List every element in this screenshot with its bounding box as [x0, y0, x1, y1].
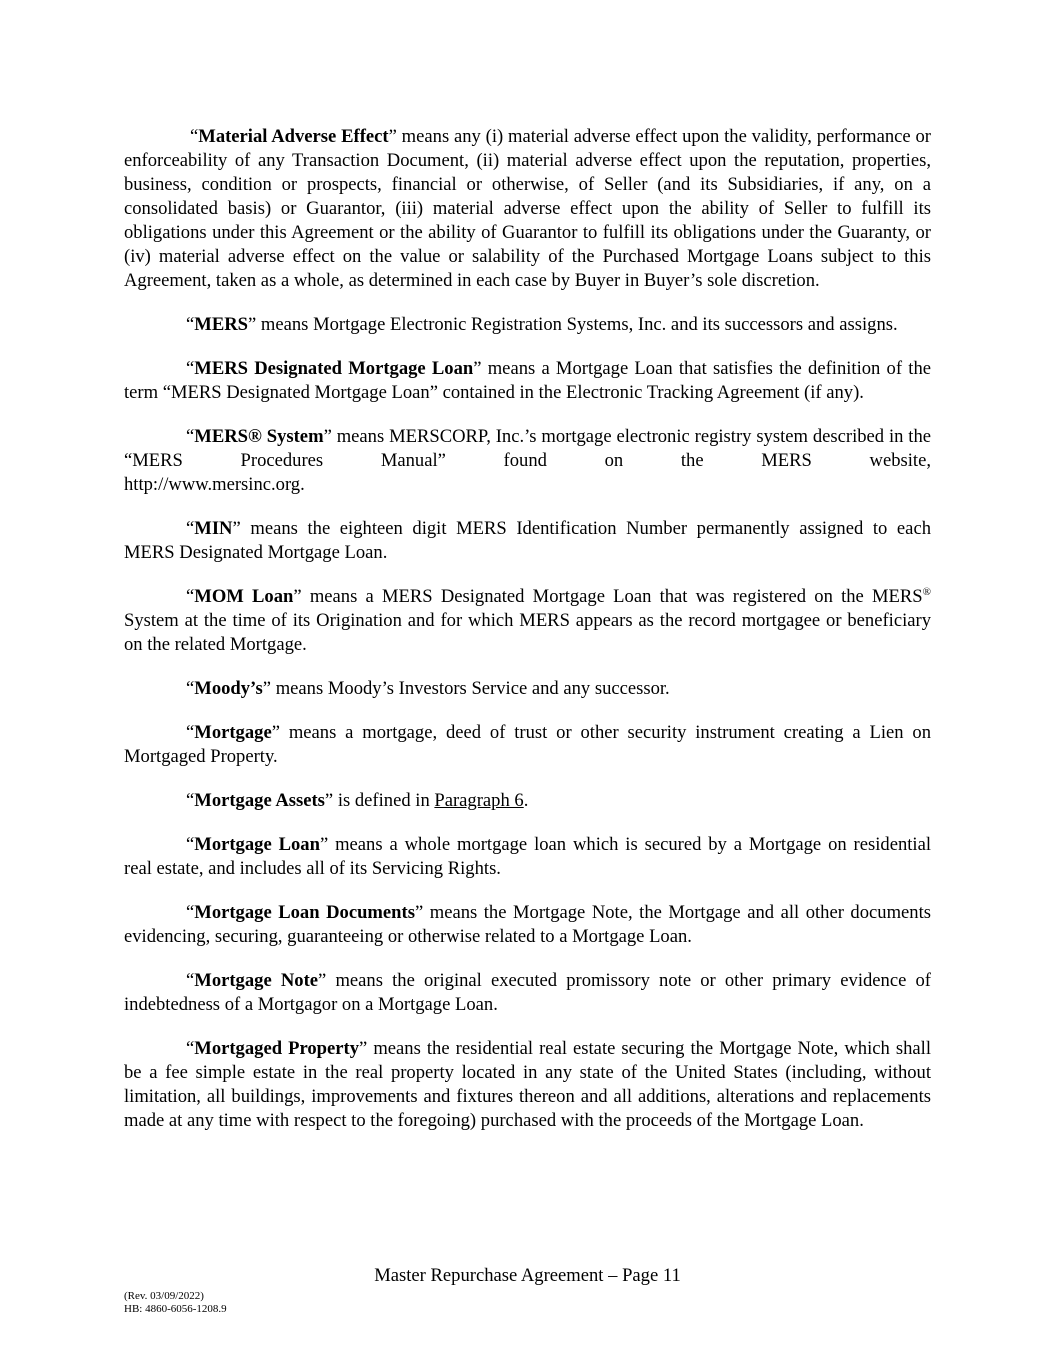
definition-text-end: . — [523, 790, 529, 811]
defined-term: Mortgaged Property — [194, 1038, 359, 1059]
defined-term: Material Adverse Effect — [198, 126, 389, 147]
defined-term: MOM Loan — [194, 586, 294, 607]
definition-mortgage-note: “Mortgage Note” means the original executed promissory note or other primary evidence of indebtedness of a Mortgagor on a Mortgage Loan. — [124, 970, 931, 1015]
definition-text: means the Mortgage Note, the Mortgage and all other documents evidencing, securing, guaranteeing or otherwise related to a Mortgage Loan. — [124, 902, 931, 947]
defined-term: MIN — [194, 518, 233, 539]
defined-term: MERS® System — [194, 426, 324, 447]
defined-term: Mortgage Loan — [194, 834, 320, 855]
mers-website-url: http://www.mersinc.org. — [124, 474, 305, 495]
definitions-list — [124, 125, 931, 1153]
definition-moodys: “Moody’s” means Moody’s Investors Service and any successor. — [186, 678, 670, 699]
registered-mark: ® — [922, 585, 931, 598]
definition-mers-system: “MERS® System” means MERSCORP, Inc.’s mortgage electronic registry system described in the “MERS Procedures Manual” found on the MERS website, — [124, 426, 931, 471]
definition-text: means a mortgage, deed of trust or other security instrument creating a Lien on Mortgaged Property. — [124, 722, 931, 767]
defined-term: MERS — [194, 314, 248, 335]
definition-mortgage-loan: “Mortgage Loan” means a whole mortgage loan which is secured by a Mortgage on residential real estate, and includes all of its Servicing Rights. — [124, 834, 931, 879]
paragraph-reference-link[interactable]: Paragraph 6 — [434, 790, 524, 811]
definition-text: means MERSCORP, Inc.’s mortgage electronic registry system described in the “MERS Procedures Manual” found on the MERS website, — [124, 426, 931, 471]
definition-mortgage: “Mortgage” means a mortgage, deed of trust or other security instrument creating a Lien on Mortgaged Property. — [124, 722, 931, 767]
definition-text: means any (i) material adverse effect upon the validity, performance or enforceability of any Transaction Document, (ii) material adverse effect upon the reputation, properties, business, condition or prospects, financial or otherwise, of Seller (and its Subsidiaries, if any, on a consolidated basis) or Guarantor, (iii) material adverse effect upon the ability of Seller to fulfill its obligations under this Agreement or the ability of Guarantor to fulfill its obligations under the Guaranty, or (iv) material adverse effect on the value or salability of the Purchased Mortgage Loans subject to this Agreement, taken as a whole, as determined in each case by Buyer in Buyer’s sole discretion. — [124, 126, 931, 291]
definition-mom-loan: “MOM Loan” means a MERS Designated Mortgage Loan that was registered on the MERS® System at the time of its Origination and for which MERS appears as the record mortgagee or beneficiary on the related Mortgage. — [124, 585, 931, 655]
defined-term: Moody’s — [194, 678, 263, 699]
definition-text: means the eighteen digit MERS Identification Number permanently assigned to each MERS Designated Mortgage Loan. — [124, 518, 931, 563]
definition-text: means Moody’s Investors Service and any successor. — [271, 678, 670, 699]
definition-text: means the residential real estate securing the Mortgage Note, which shall be a fee simple estate in the real property located in any state of the United States (including, without limitation, all buildings, improvements and fixtures thereon and all additions, alterations and replacements made at any time with respect to the foregoing) purchased with the proceeds of the Mortgage Loan. — [124, 1038, 931, 1131]
defined-term: Mortgage Note — [194, 970, 319, 991]
definition-mers-system-url-line — [124, 473, 931, 497]
definition-text: is defined in — [333, 790, 435, 811]
definition-text: means the original executed promissory note or other primary evidence of indebtedness of a Mortgagor on a Mortgage Loan. — [124, 970, 931, 1015]
definition-mers: “MERS” means Mortgage Electronic Registration Systems, Inc. and its successors and assigns. — [186, 314, 898, 335]
definition-text: means a Mortgage Loan that satisfies the definition of the term “MERS Designated Mortgage Loan” contained in the Electronic Tracking Agreement (if any). — [124, 358, 931, 403]
defined-term: Mortgage Assets — [194, 790, 325, 811]
definition-text: means a MERS Designated Mortgage Loan that was registered on the MERS — [301, 586, 923, 607]
defined-term: Mortgage — [194, 722, 272, 743]
definition-text: means Mortgage Electronic Registration Systems, Inc. and its successors and assigns. — [256, 314, 898, 335]
definition-material-adverse-effect: “Material Adverse Effect” means any (i) material adverse effect upon the validity, performance or enforceability of any Transaction Document, (ii) material adverse effect upon the reputation, properties, business, condition or prospects, financial or otherwise, of Seller (and its Subsidiaries, if any, on a consolidated basis) or Guarantor, (iii) material adverse effect upon the ability of Seller to fulfill its obligations under this Agreement or the ability of Guarantor to fulfill its obligations under the Guaranty, or (iv) material adverse effect on the value or salability of the Purchased Mortgage Loans subject to this Agreement, taken as a whole, as determined in each case by Buyer in Buyer’s sole discretion. — [124, 126, 931, 291]
definition-mortgaged-property: “Mortgaged Property” means the residential real estate securing the Mortgage Note, which shall be a fee simple estate in the real property located in any state of the United States (including, without limitation, all buildings, improvements and fixtures thereon and all additions, alterations and replacements made at any time with respect to the foregoing) purchased with the proceeds of the Mortgage Loan. — [124, 1038, 931, 1131]
definition-mers-designated-mortgage-loan: “MERS Designated Mortgage Loan” means a Mortgage Loan that satisfies the definition of the term “MERS Designated Mortgage Loan” contained in the Electronic Tracking Agreement (if any). — [124, 358, 931, 403]
document-id: HB: 4860-6056-1208.9 — [124, 1303, 227, 1315]
defined-term: Mortgage Loan Documents — [194, 902, 415, 923]
definition-text-cont: System at the time of its Origination and for which MERS appears as the record mortgagee or beneficiary on the related Mortgage. — [124, 610, 931, 655]
definition-mortgage-loan-documents: “Mortgage Loan Documents” means the Mortgage Note, the Mortgage and all other documents evidencing, securing, guaranteeing or otherwise related to a Mortgage Loan. — [124, 902, 931, 947]
definition-mortgage-assets: “Mortgage Assets” is defined in Paragraph 6. — [186, 790, 529, 811]
defined-term: MERS Designated Mortgage Loan — [194, 358, 474, 379]
revision-date: (Rev. 03/09/2022) — [124, 1290, 204, 1302]
definition-text: means a whole mortgage loan which is secured by a Mortgage on residential real estate, and includes all of its Servicing Rights. — [124, 834, 931, 879]
definition-min: “MIN” means the eighteen digit MERS Identification Number permanently assigned to each MERS Designated Mortgage Loan. — [124, 518, 931, 563]
page-footer-title: Master Repurchase Agreement – Page 11 — [374, 1265, 681, 1286]
